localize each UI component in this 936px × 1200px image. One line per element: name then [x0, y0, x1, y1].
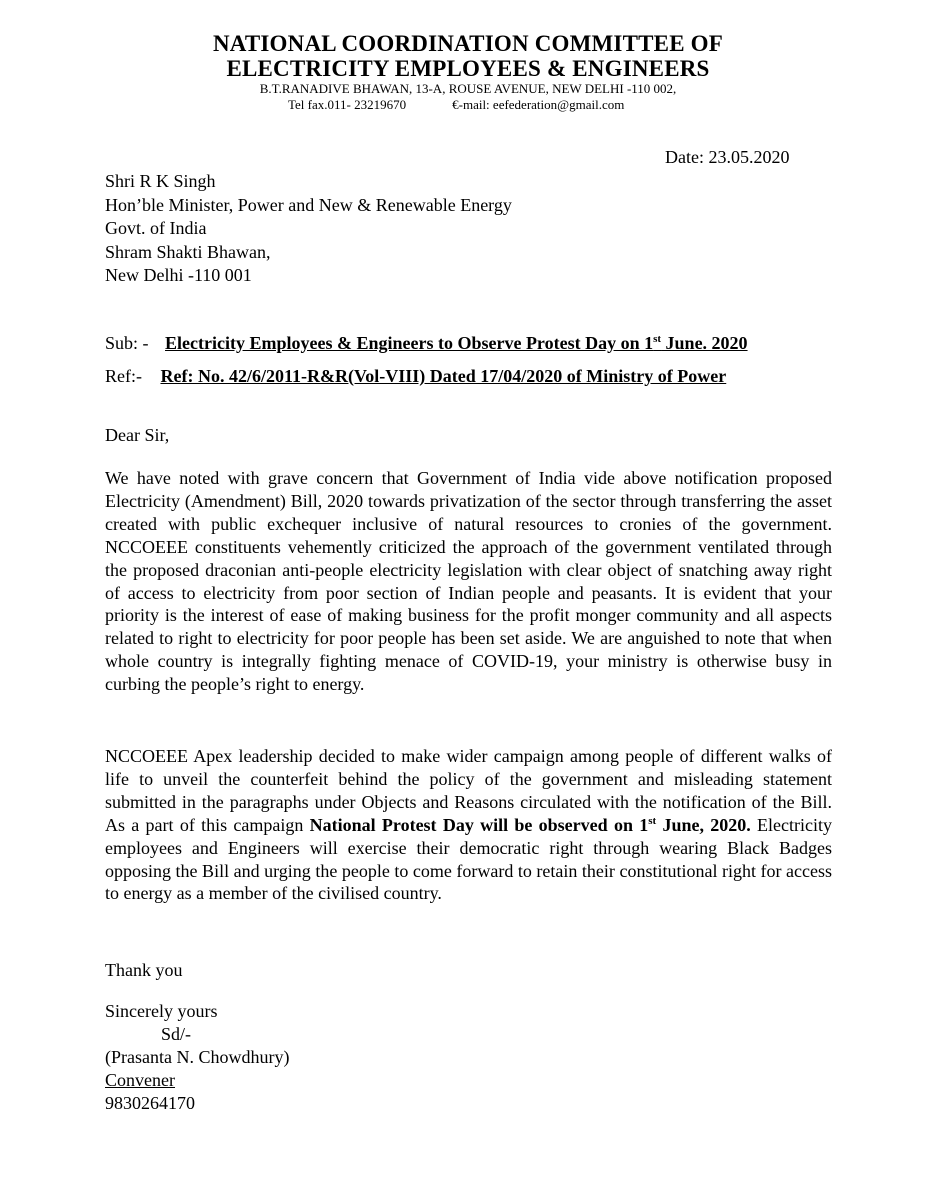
- letterhead-address: B.T.RANADIVE BHAWAN, 13-A, ROUSE AVENUE, NEW DELHI -110 002,: [259, 81, 677, 96]
- paragraph2-bold-sup: st: [648, 814, 657, 827]
- subject-label: Sub: -: [105, 333, 149, 353]
- body-paragraph-1: We have noted with grave concern that Government of India vide above notification proposed Electricity (Amendment) Bill, 2020 towards privatization of the sector through transferring the asset created with public exchequer inclusive of natural resources to cronies of the government. NCCOEEE constituents vehemently criticized the approach of the government ventilated through the proposed draconian anti-people electricity legislation with clear object of snatching away right of access to electricity from poor section of Indian people and peasants. It is evident that your priority is the interest of ease of making business for the profit monger community and all aspects related to right to electricity for poor people has been set aside. We are anguished to note that when whole country is integrally fighting menace of COVID-19, your ministry is otherwise busy in curbing the people’s right to energy.: [105, 468, 832, 695]
- letterhead-title-line2: ELECTRICITY EMPLOYEES & ENGINEERS: [226, 56, 710, 81]
- recipient-govt: Govt. of India: [105, 218, 207, 238]
- letterhead-email: €-mail: eefederation@gmail.com: [452, 97, 625, 112]
- letterhead-title-line1: NATIONAL COORDINATION COMMITTEE OF: [212, 31, 724, 56]
- subject-text: [165, 333, 748, 353]
- subject-text-end: June. 2020: [661, 333, 748, 353]
- subject-sup: st: [653, 333, 662, 345]
- subject-line: [105, 332, 748, 354]
- valediction: Sincerely yours: [105, 1001, 218, 1021]
- paragraph2-bold2: June, 2020.: [656, 814, 751, 835]
- subject-text-main: Electricity Employees & Engineers to Observe Protest Day on 1: [165, 333, 654, 353]
- paragraph2-part1: NCCOEEE Apex leadership decided to make wider campaign among people of different walks of life to unveil the counterfeit behind the policy of the government and misleading statement submitted in the paragraphs under Objects and Reasons circulated with the notification of the Bill. As a part of this campaign: [105, 746, 832, 835]
- paragraph2-bold1: National Protest Day will be observed on 1: [309, 814, 649, 835]
- recipient-city: New Delhi -110 001: [105, 265, 252, 285]
- signatory-name: (Prasanta N. Chowdhury): [105, 1047, 290, 1067]
- signatory-designation: Convener: [105, 1070, 175, 1090]
- signed-mark: Sd/-: [161, 1024, 192, 1044]
- signatory-phone: 9830264170: [105, 1093, 195, 1113]
- reference-label: Ref:-: [105, 366, 142, 386]
- paragraph2-part2: Electricity employees and Engineers will exercise their democratic right through wearing Black Badges opposing the Bill and urging the people to come forward to retain their constitutional right for access to energy as a member of the civilised country.: [105, 814, 833, 904]
- body-paragraph-2: [105, 745, 832, 905]
- salutation: Dear Sir,: [105, 425, 170, 445]
- reference-text: Ref: No. 42/6/2011-R&R(Vol-VIII) Dated 17/04/2020 of Ministry of Power: [160, 366, 727, 386]
- letterhead-telfax: Tel fax.011- 23219670: [288, 97, 407, 112]
- closing-thanks: Thank you: [105, 960, 183, 980]
- recipient-address: [105, 170, 512, 288]
- recipient-building: Shram Shakti Bhawan,: [105, 241, 271, 262]
- reference-line: [105, 365, 726, 387]
- letter-date: Date: 23.05.2020: [665, 147, 790, 167]
- signature-block: [105, 1000, 289, 1115]
- letterhead-contact: [288, 97, 624, 113]
- recipient-title: Hon’ble Minister, Power and New & Renewable Energy: [105, 194, 512, 215]
- recipient-name: Shri R K Singh: [105, 171, 216, 191]
